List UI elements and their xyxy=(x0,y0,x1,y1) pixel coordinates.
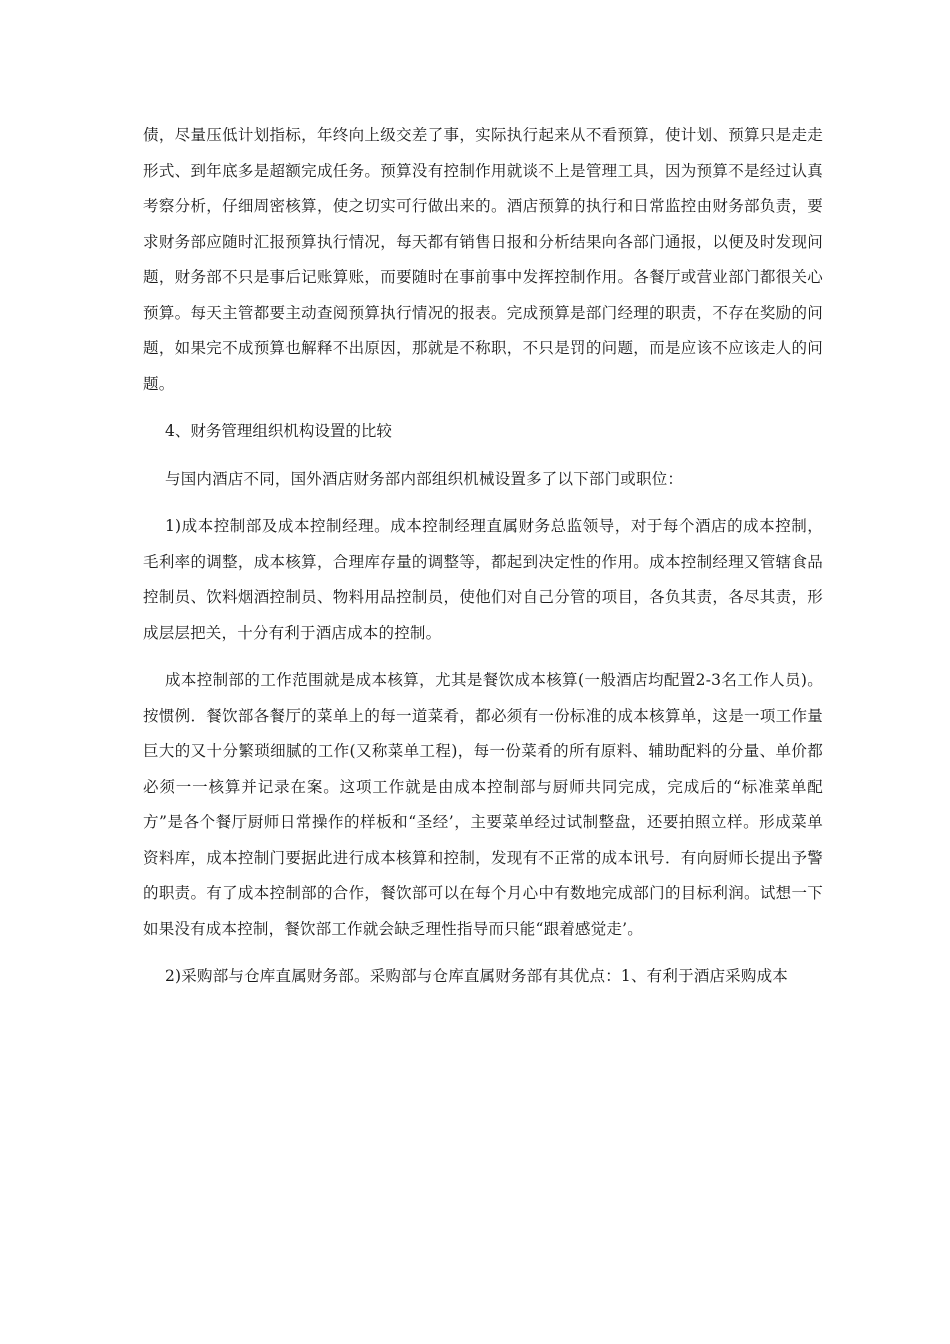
document-body xyxy=(143,118,823,995)
paragraph-org-comparison: 与国内酒店不同，国外酒店财务部内部组织机械设置多了以下部门或职位： xyxy=(165,469,684,488)
paragraph-purchasing-dept: 2)采购部与仓库直属财务部。采购部与仓库直属财务部有其优点：1、有利于酒店采购成本 xyxy=(165,967,788,985)
paragraph-cost-accounting: 成本控制部的工作范围就是成本核算，尤其是餐饮成本核算(一般酒店均配置2-3名工作人员)。按惯例．餐饮部各餐厅的菜单上的每一道菜肴，都必须有一份标准的成本核算单，这是一项工作量巨大的又十分繁琐细腻的工作(又称菜单工程)，每一份菜肴的所有原料、辅助配料的分量、单价都必须一一核算并记录在案。这项工作就是由成本控制部与厨师共同完成，完成后的“标准菜单配方”是各个餐厅厨师日常操作的样板和“圣经’，主要菜单经过试制整盘，还要拍照立样。形成菜单资料库，成本控制门要据此进行成本核算和控制，发现有不正常的成本讯号．有向厨师长提出予警的职责。有了成本控制部的合作，餐饮部可以在每个月心中有数地完成部门的目标利润。试想一下如果没有成本控制，餐饮部工作就会缺乏理性指导而只能“跟着感觉走’。 xyxy=(143,671,823,938)
paragraph-cost-control-dept: 1)成本控制部及成本控制经理。成本控制经理直属财务总监领导，对于每个酒店的成本控制，毛利率的调整，成本核算，合理库存量的调整等，都起到决定性的作用。成本控制经理又管辖食品控制员、饮料烟酒控制员、物料用品控制员，使他们对自己分管的项目，各负其责，各尽其责，形成层层把关，十分有利于酒店成本的控制。 xyxy=(143,517,823,642)
section-heading-4: 4、财务管理组织机构设置的比较 xyxy=(165,422,392,440)
paragraph-budget-control: 债，尽量压低计划指标，年终向上级交差了事，实际执行起来从不看预算，使计划、预算只是走走形式、到年底多是超额完成任务。预算没有控制作用就谈不上是管理工具，因为预算不是经过认真考察分析，仔细周密核算，使之切实可行做出来的。酒店预算的执行和日常监控由财务部负责，要求财务部应随时汇报预算执行情况，每天都有销售日报和分析结果向各部门通报，以便及时发现问题，财务部不只是事后记账算账，而要随时在事前事中发挥控制作用。各餐厅或营业部门都很关心预算。每天主管都要主动查阅预算执行情况的报表。完成预算是部门经理的职责，不存在奖励的问题，如果完不成预算也解释不出原因，那就是不称职，不只是罚的问题，而是应该不应该走人的问题。 xyxy=(143,126,823,393)
